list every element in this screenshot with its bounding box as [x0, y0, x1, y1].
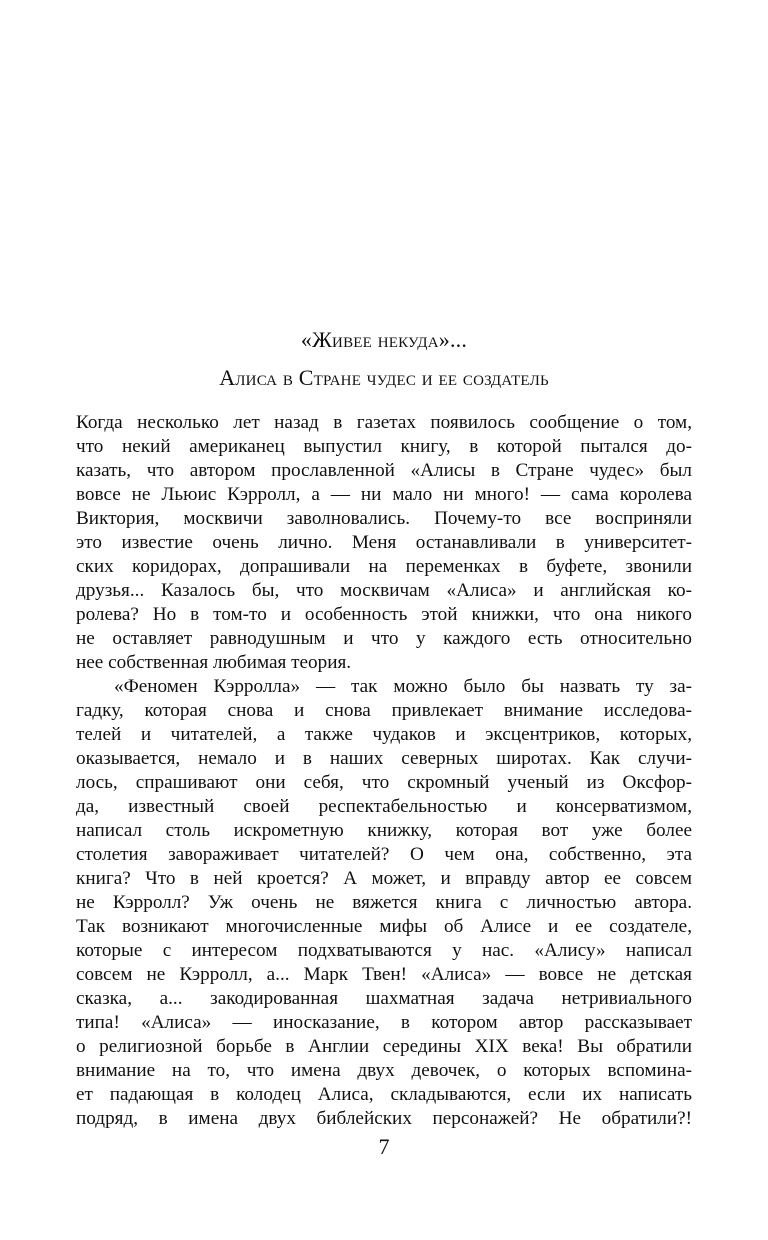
text-line: казать, что автором прославленной «Алисы в Стране чудес» был: [76, 460, 692, 481]
text-line: подряд, в имена двух библейских персонажей? Не обратили?!: [76, 1108, 692, 1129]
page-number: 7: [378, 1134, 390, 1159]
text-line: Так возникают многочисленные мифы об Алисе и ее создателе,: [76, 916, 692, 937]
text-line: не оставляет равнодушным и что у каждого есть относительно: [76, 628, 692, 649]
chapter-title-line-2: Алиса в Стране чудес и ее создатель: [219, 365, 549, 390]
text-line: оказывается, немало и в наших северных широтах. Как случи-: [76, 748, 692, 769]
text-line: Виктория, москвичи заволновались. Почему-то все восприняли: [76, 508, 692, 529]
text-line: нее собственная любимая теория.: [76, 652, 352, 673]
text-line: что некий американец выпустил книгу, в которой пытался до-: [76, 436, 692, 457]
text-line: совсем не Кэрролл, а... Марк Твен! «Алиса» — вовсе не детская: [76, 964, 692, 985]
text-line: книга? Что в ней кроется? А может, и вправду автор ее совсем: [76, 868, 692, 889]
text-line: типа! «Алиса» — иносказание, в котором автор рассказывает: [76, 1012, 692, 1033]
text-line: ролева? Но в том-то и особенность этой книжки, что она никого: [76, 604, 692, 625]
paragraph-2: [76, 675, 692, 1131]
paragraph-1: [76, 411, 692, 675]
text-line: которые с интересом подхватываются у нас. «Алису» написал: [76, 940, 692, 961]
text-line: да, известный своей респектабельностью и консерватизмом,: [76, 796, 692, 817]
text-line: внимание на то, что имена двух девочек, о которых вспомина-: [76, 1060, 692, 1081]
text-line: это известие очень лично. Меня останавливали в университет-: [76, 532, 692, 553]
text-line: Когда несколько лет назад в газетах появилось сообщение о том,: [76, 412, 692, 433]
text-line: не Кэрролл? Уж очень не вяжется книга с личностью автора.: [76, 892, 692, 913]
text-line: столетия завораживает читателей? О чем она, собственно, эта: [76, 844, 692, 865]
text-line: телей и читателей, а также чудаков и эксцентриков, которых,: [76, 724, 692, 745]
body-text: [76, 411, 692, 1131]
text-line: вовсе не Льюис Кэрролл, а — ни мало ни много! — сама королева: [76, 484, 692, 505]
text-line: ет падающая в колодец Алиса, складываются, если их написать: [76, 1084, 692, 1105]
text-line: ских коридорах, допрашивали на переменках в буфете, звонили: [76, 556, 692, 577]
text-line: написал столь искрометную книжку, которая вот уже более: [76, 820, 692, 841]
text-line: лось, спрашивают они себя, что скромный ученый из Оксфор-: [76, 772, 692, 793]
text-line: о религиозной борьбе в Англии середины XIX века! Вы обратили: [76, 1036, 692, 1057]
text-line: гадку, которая снова и снова привлекает внимание исследова-: [76, 700, 692, 721]
text-line: сказка, а... закодированная шахматная задача нетривиального: [76, 988, 692, 1009]
chapter-title-line-1: «Живее некуда»...: [300, 327, 468, 352]
text-line: друзья... Казалось бы, что москвичам «Алиса» и английская ко-: [76, 580, 692, 601]
text-line: «Феномен Кэрролла» — так можно было бы назвать ту за-: [114, 676, 692, 697]
